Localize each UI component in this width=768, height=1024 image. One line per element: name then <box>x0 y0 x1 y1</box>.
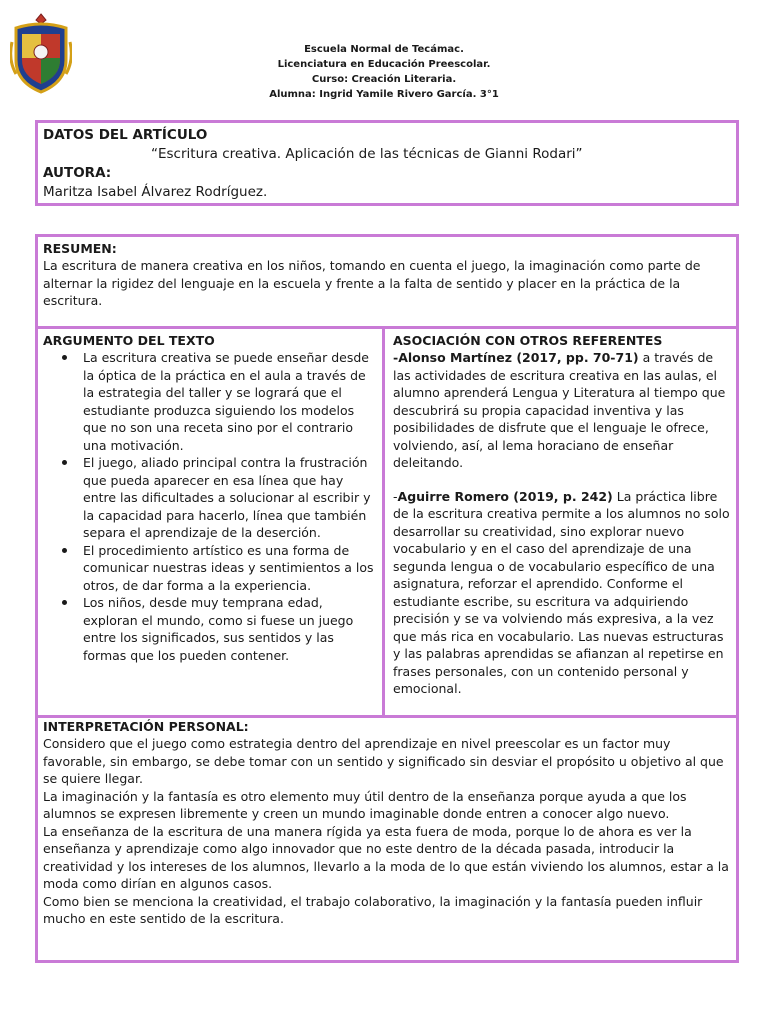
header-student: Alumna: Ingrid Yamile Rivero García. 3°1 <box>269 89 499 100</box>
resumen-text: La escritura de manera creativa en los niños, tomando en cuenta el juego, la imaginación como parte de alternar la rigidez del lenguaje en la escuela y frente a la falta de sentido y placer en la práctica de la escritura. <box>43 258 701 308</box>
header-lines <box>200 42 568 102</box>
reference-text: La práctica libre de la escritura creativa permite a los alumnos no solo desarrollar su creatividad, sino explorar nuevo vocabulario y en el caso del aprendizaje de una segunda lengua o de vocabulario específico de una asignatura, reforzar el aprendido. Conforme el estudiante escribe, su escritura va adquiriendo precisión y se va volviendo más expresiva, a la vez que más rica en vocabulario. Las nuevas estructuras y las palabras aprendidas se afianzan al repetirse en frases personales, con un contenido personal y emocional. <box>393 488 730 696</box>
school-crest-logo <box>10 12 72 96</box>
argumento-list <box>43 349 377 664</box>
interpretacion-paragraph: Como bien se menciona la creatividad, el trabajo colaborativo, la imaginación y la fantasía pueden influir mucho en este sentido de la escritura. <box>43 893 703 926</box>
article-data-box <box>35 120 739 206</box>
header-course: Curso: Creación Literaria. <box>311 74 457 85</box>
list-item: Los niños, desde muy temprana edad, exploran el mundo, como si fuese un juego entre los significados, sus sentidos y las formas que los pueden contener. <box>83 594 377 664</box>
asociacion-heading: ASOCIACIÓN CON OTROS REFERENTES <box>393 333 663 348</box>
argumento-heading: ARGUMENTO DEL TEXTO <box>43 333 215 348</box>
list-item: La escritura creativa se puede enseñar desde la óptica de la práctica en el aula a través de la estrategia del taller y se logrará que el estudiante produzca siguiendo los modelos que no son una receta sino por el contrario una motivación. <box>83 349 377 454</box>
header-degree: Licenciatura en Educación Preescolar. <box>277 59 491 70</box>
article-data-heading: DATOS DEL ARTÍCULO <box>43 127 208 143</box>
author-name: Maritza Isabel Álvarez Rodríguez. <box>43 184 268 200</box>
analysis-table <box>35 234 739 963</box>
interpretacion-paragraph: Considero que el juego como estrategia dentro del aprendizaje en nivel preescolar es un factor muy favorable, sin embargo, se debe tomar con un sentido y significado sin desviar el propósito u objetivo al que se quiere llegar. <box>43 736 724 786</box>
reference-text: a través de las actividades de escritura creativa en las aulas, el alumno aprenderá Lengua y Literatura al tiempo que descubrirá su propia capacidad inventiva y las posibilidades de disfrute que el lenguaje le ofrece, volviendo, así, al lema horaciano de enseñar deleitando. <box>393 350 726 470</box>
reference-alonso <box>393 349 731 472</box>
interpretacion-paragraph: La imaginación y la fantasía es otro elemento muy útil dentro de la enseñanza porque ayuda a que los alumnos se expresen libremente y creen un mundo imaginable donde entren a conocer algo nuevo. <box>43 788 687 821</box>
argument-association-row <box>38 329 736 718</box>
reference-dash: - <box>393 488 398 504</box>
reference-author: Aguirre Romero (2019, p. 242) <box>397 488 613 504</box>
resumen-heading: RESUMEN: <box>43 241 117 256</box>
asociacion-section <box>388 329 736 715</box>
interpretacion-section <box>38 715 736 960</box>
reference-author: -Alonso Martínez (2017, pp. 70-71) <box>393 350 639 365</box>
reference-aguirre <box>393 488 731 698</box>
resumen-section <box>38 237 736 329</box>
list-item: El juego, aliado principal contra la frustración que pueda aparecer en esa línea que hay entre las dificultades a solucionar al escribir y la capacidad para hacerlo, línea que también separa el aprendizaje de la deserción. <box>83 454 377 542</box>
article-title: “Escritura creativa. Aplicación de las técnicas de Gianni Rodari” <box>151 146 583 162</box>
list-item: El procedimiento artístico es una forma de comunicar nuestras ideas y sentimientos a los otros, de dar forma a la experiencia. <box>83 542 377 595</box>
header-school: Escuela Normal de Tecámac. <box>304 44 464 55</box>
interpretacion-paragraph: La enseñanza de la escritura de una manera rígida ya esta fuera de moda, porque lo de ahora es ver la enseñanza y aprendizaje como algo innovador que no este dentro de la década pasada, introducir la creatividad y los intereses de los alumnos, llevarlo a la moda de lo que están viviendo los alumnos, estar a la moda como dirían en algunos casos. <box>43 823 729 891</box>
interpretacion-heading: INTERPRETACIÓN PERSONAL: <box>43 719 249 734</box>
argumento-section <box>38 329 385 715</box>
document-header <box>0 0 768 112</box>
author-heading: AUTORA: <box>43 165 112 181</box>
